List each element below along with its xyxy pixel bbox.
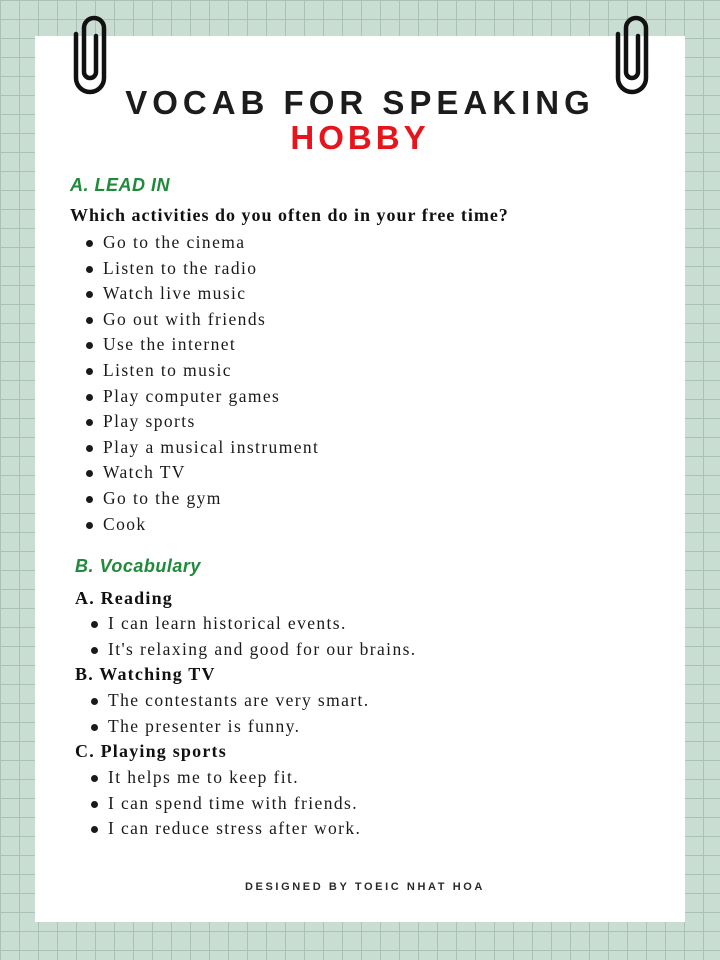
list-item: Play computer games	[86, 384, 319, 410]
list-item: Listen to music	[86, 358, 319, 384]
list-item: It's relaxing and good for our brains.	[91, 637, 417, 663]
vocab-group-title-reading: A. Reading	[75, 588, 174, 608]
list-item: I can reduce stress after work.	[91, 816, 361, 842]
list-item: Go to the gym	[86, 486, 319, 512]
lead-in-question: Which activities do you often do in your free time?	[70, 205, 509, 225]
vocab-list-watching-tv	[91, 688, 370, 739]
list-item: Cook	[86, 512, 319, 538]
list-item: The contestants are very smart.	[91, 688, 370, 714]
list-item: Go to the cinema	[86, 230, 319, 256]
list-item: The presenter is funny.	[91, 714, 370, 740]
list-item: I can learn historical events.	[91, 611, 417, 637]
vocab-group-title-watching-tv: B. Watching TV	[75, 664, 216, 684]
vocab-group-title-playing-sports: C. Playing sports	[75, 741, 227, 761]
page-title: VOCAB FOR SPEAKING	[125, 84, 595, 121]
list-item: Watch TV	[86, 460, 319, 486]
list-item: Use the internet	[86, 332, 319, 358]
list-item: It helps me to keep fit.	[91, 765, 361, 791]
topic-title: HOBBY	[290, 119, 430, 156]
section-heading-vocabulary: B. Vocabulary	[75, 556, 201, 576]
list-item: Watch live music	[86, 281, 319, 307]
list-item: Listen to the radio	[86, 256, 319, 282]
activity-list	[86, 230, 319, 537]
list-item: Go out with friends	[86, 307, 319, 333]
designer-credit: DESIGNED BY TOEIC NHAT HOA	[245, 881, 485, 893]
vocab-list-playing-sports	[91, 765, 361, 842]
section-heading-lead-in: A. LEAD IN	[70, 175, 171, 195]
list-item: Play sports	[86, 409, 319, 435]
list-item: I can spend time with friends.	[91, 791, 361, 817]
list-item: Play a musical instrument	[86, 435, 319, 461]
vocab-list-reading	[91, 611, 417, 662]
